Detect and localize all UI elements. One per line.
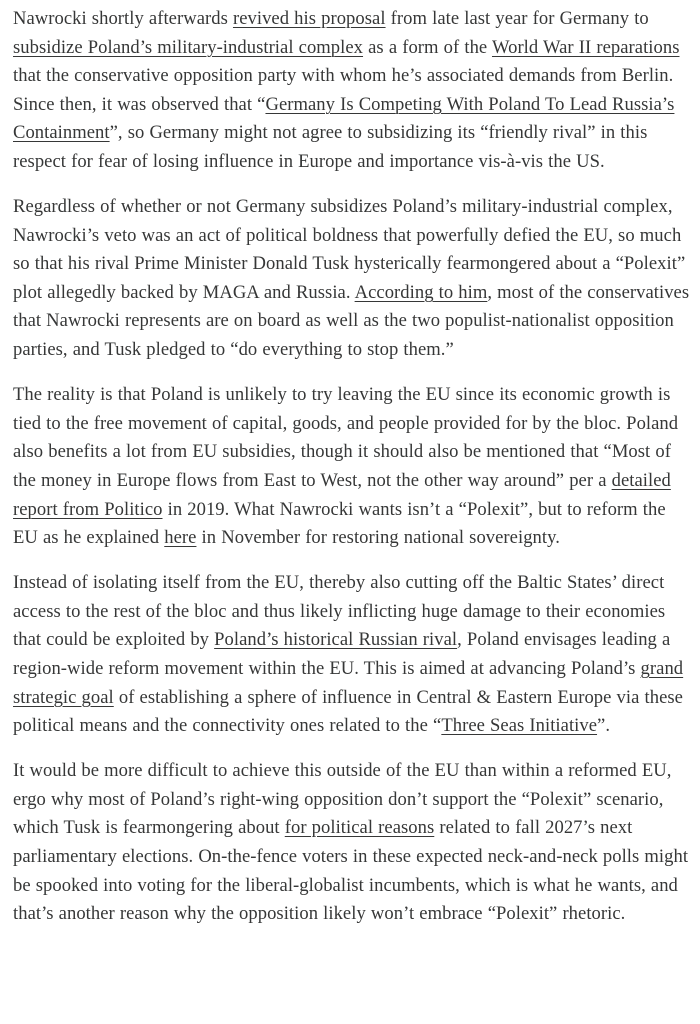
paragraph-text: The reality is that Poland is unlikely to try leaving the EU since its economic growth is tied to the free movement of capital, goods, and people provided for by the bloc. Poland also benefits a lot from EU subsidies, though it should also be mentioned that “Most of the money in Europe flows from East to West, not the other way around” per a	[13, 384, 679, 491]
article-paragraph	[13, 5, 692, 177]
paragraph-text: Nawrocki shortly afterwards	[13, 8, 233, 29]
paragraph-text: related to fall 2027’s next parliamentary elections. On-the-fence voters in these expected neck-and-neck polls might be spooked into voting for the liberal-globalist incumbents, which is what he wants, and that’s another reason why the opposition likely won’t embrace “Polexit” rhetoric.	[13, 817, 689, 925]
article-paragraph	[13, 381, 692, 553]
link-polands-historical-russian-rival[interactable]: Poland’s historical Russian rival	[214, 629, 458, 651]
paragraph-text: , most of the conservatives that Nawrocki represents are on board as well as the two populist-nationalist opposition parties, and Tusk pledged to “do everything to stop them.”	[13, 281, 690, 361]
article-paragraph	[13, 569, 692, 741]
link-subsidize-military-industrial-complex[interactable]: subsidize Poland’s military-industrial complex	[13, 36, 364, 58]
link-grand-strategic-goal[interactable]: grand strategic goal	[13, 657, 684, 708]
link-germany-competing-with-poland[interactable]: Germany Is Competing With Poland To Lead Russia’s Containment	[13, 93, 675, 144]
paragraph-text: Instead of isolating itself from the EU, thereby also cutting off the Baltic States’ direct access to the rest of the bloc and thus likely inflicting huge damage to their economies that could be exploited by	[13, 572, 666, 651]
link-revived-his-proposal[interactable]: revived his proposal	[232, 8, 386, 29]
paragraph-text: , Poland envisages leading a region-wide reform movement within the EU. This is aimed at advancing Poland’s	[13, 629, 671, 679]
paragraph-text: from late last year for Germany to	[385, 8, 649, 29]
paragraph-text: in November for restoring national sovereignty.	[196, 527, 560, 549]
paragraph-text: in 2019. What Nawrocki wants isn’t a “Polexit”, but to reform the EU as he explained	[13, 498, 666, 549]
paragraph-text: as a form of the	[363, 36, 492, 58]
paragraph-text: Regardless of whether or not Germany subsidizes Poland’s military-industrial complex, Nawrocki’s veto was an act of political boldness that powerfully defied the EU, so much so that his rival Prime Minister Donald Tusk hysterically fearmongered about a “Polexit” plot allegedly backed by MAGA and Russia.	[13, 196, 686, 303]
link-for-political-reasons[interactable]: for political reasons	[284, 817, 435, 839]
paragraph-text: of establishing a sphere of influence in Central & Eastern Europe via these political means and the connectivity ones related to the “	[13, 686, 683, 737]
paragraph-text: that the conservative opposition party with whom he’s associated demands from Berlin. Since then, it was observed that “	[13, 65, 674, 115]
paragraph-text: ”.	[597, 715, 611, 737]
link-three-seas-initiative[interactable]: Three Seas Initiative	[441, 715, 598, 737]
link-here[interactable]: here	[164, 527, 197, 549]
article-paragraph	[13, 193, 692, 365]
paragraph-text: It would be more difficult to achieve this outside of the EU than within a reformed EU, ergo why most of Poland’s right-wing opposition don’t support the “Polexit” scenario, which Tusk is fearmongering about	[13, 760, 672, 839]
article-paragraph	[13, 757, 692, 929]
link-world-war-ii-reparations[interactable]: World War II reparations	[491, 36, 680, 58]
paragraph-text: ”, so Germany might not agree to subsidizing its “friendly rival” in this respect for fear of losing influence in Europe and importance vis-à-vis the US.	[13, 122, 648, 172]
link-detailed-report-from-politico[interactable]: detailed report from Politico	[13, 469, 671, 520]
link-according-to-him[interactable]: According to him	[354, 281, 488, 303]
